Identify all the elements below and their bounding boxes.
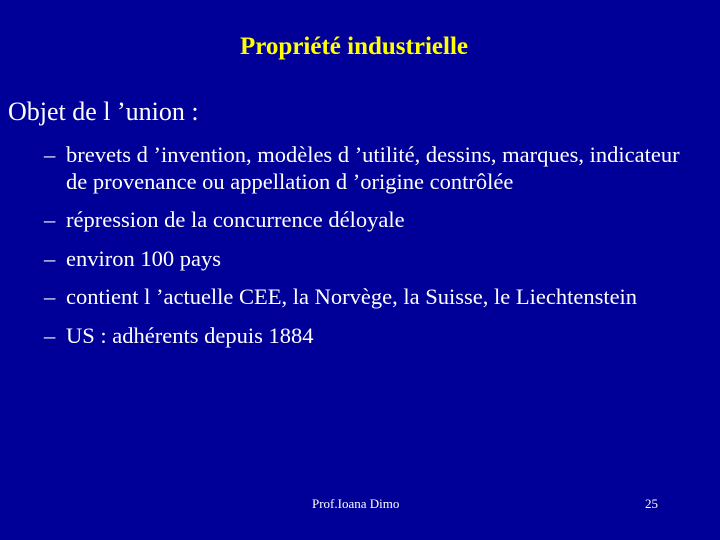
bullet-text: environ 100 pays [66, 245, 221, 271]
bullet-text: brevets d ’invention, modèles d ’utilité, dessins, marques, indicateur de provenance ou appellation d ’origine contrôlée [66, 142, 680, 194]
bullet-item [44, 246, 684, 273]
page-number: 25 [645, 496, 658, 511]
section-heading: Objet de l ’union : [8, 97, 199, 126]
bullet-dash: – [44, 284, 56, 309]
bullet-item [44, 284, 684, 311]
bullet-dash: – [44, 245, 56, 271]
bullet-item [44, 323, 684, 350]
bullet-text: contient l ’actuelle CEE, la Norvège, la Suisse, le Liechtenstein [66, 284, 638, 309]
bullet-item [44, 207, 684, 234]
bullet-text: répression de la concurrence déloyale [66, 207, 405, 232]
slide-title: Propriété industrielle [240, 33, 468, 60]
bullet-dash: – [44, 142, 56, 167]
bullet-text: US : adhérents depuis 1884 [66, 322, 314, 348]
bullet-list [44, 142, 684, 361]
bullet-item [44, 142, 684, 195]
bullet-dash: – [44, 322, 56, 348]
footer-author: Prof.Ioana Dimo [312, 496, 400, 511]
bullet-dash: – [44, 207, 56, 232]
